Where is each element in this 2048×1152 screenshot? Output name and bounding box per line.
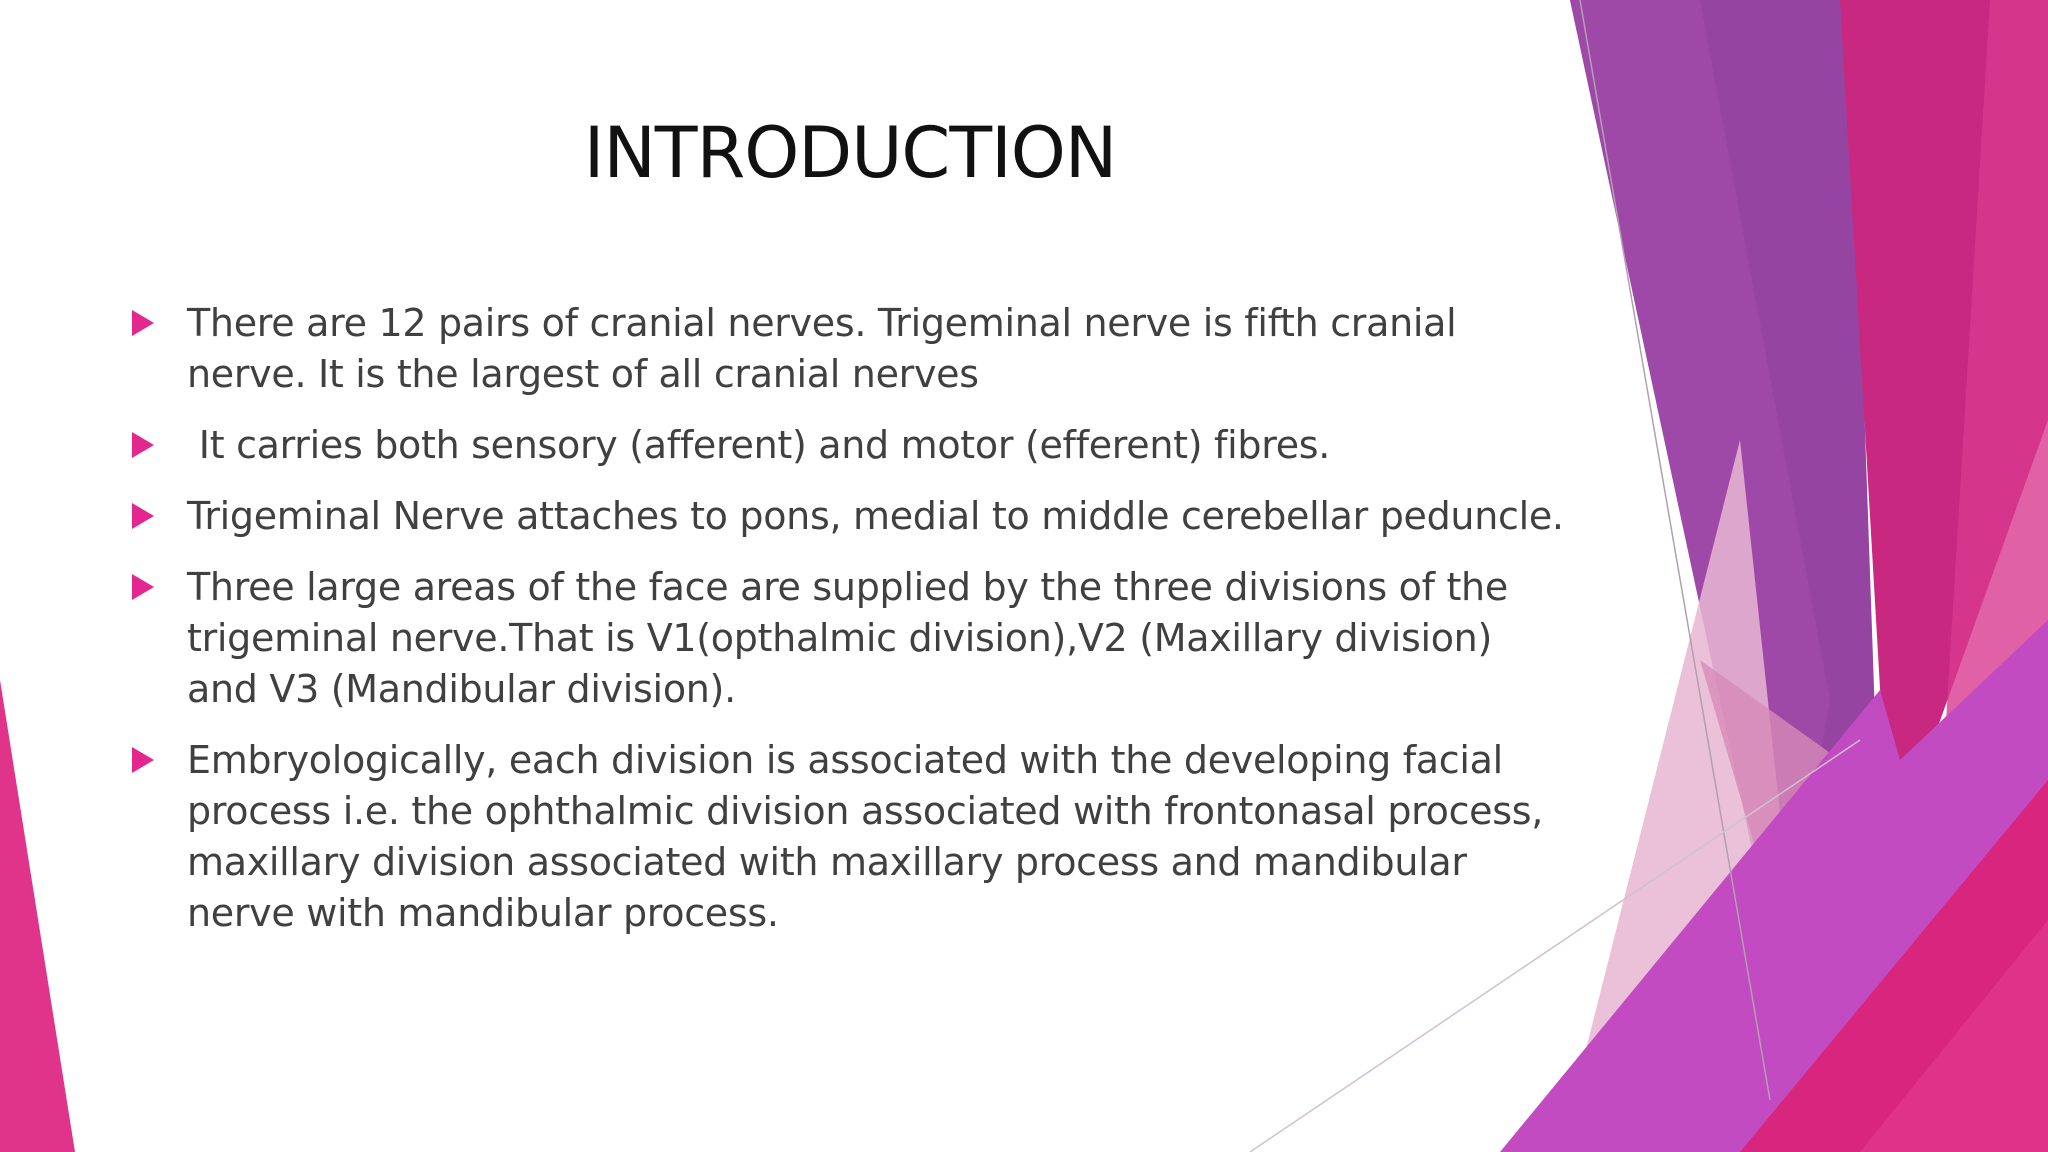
triangle-right-icon	[132, 574, 154, 600]
bullet-item-2	[130, 420, 1570, 471]
triangle-right-icon	[132, 310, 154, 336]
triangle-right-icon	[132, 503, 154, 529]
triangle-right-icon	[132, 432, 154, 458]
bullet-text-3: Trigeminal Nerve attaches to pons, medial to middle cerebellar peduncle.	[187, 494, 1564, 538]
bullet-text-2: It carries both sensory (afferent) and motor (efferent) fibres.	[187, 423, 1331, 467]
bullet-text-1: There are 12 pairs of cranial nerves. Trigeminal nerve is fifth cranial nerve. It is the largest of all cranial nerves	[187, 301, 1457, 396]
bullet-item-5	[130, 735, 1570, 939]
bullet-item-1	[130, 298, 1570, 400]
decor-left-sliver	[0, 680, 75, 1152]
bullet-item-3	[130, 491, 1570, 542]
bullet-text-4: Three large areas of the face are supplied by the three divisions of the trigeminal nerve.That is V1(opthalmic division),V2 (Maxillary division) and V3 (Mandibular division).	[187, 565, 1508, 711]
bullet-list	[130, 298, 1570, 959]
bullet-text-5: Embryologically, each division is associated with the developing facial process i.e. the ophthalmic division associated with frontonasal process, maxillary division associated with maxillary process and mandibular nerve with mandibular process.	[187, 738, 1544, 935]
bullet-item-4	[130, 562, 1570, 715]
slide-title: INTRODUCTION	[583, 112, 1117, 194]
triangle-right-icon	[132, 747, 154, 773]
